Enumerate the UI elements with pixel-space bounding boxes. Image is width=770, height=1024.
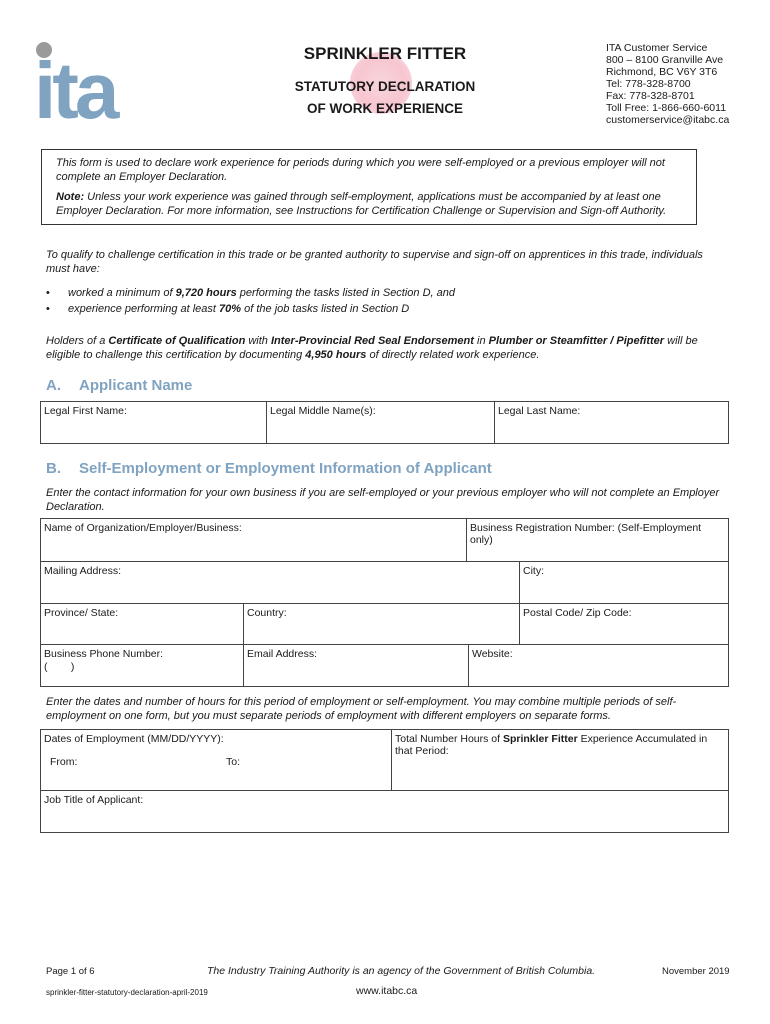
organization-name-field[interactable]: Name of Organization/Employer/Business:: [44, 522, 242, 534]
note-label: Note:: [56, 191, 85, 203]
business-registration-field[interactable]: Business Registration Number: (Self-Employment only): [470, 522, 702, 546]
agency-statement: The Industry Training Authority is an agency of the Government of British Columbia.: [207, 965, 596, 977]
contact-line: Fax: 778-328-8701: [606, 90, 695, 102]
website-link[interactable]: www.itabc.ca: [356, 985, 418, 997]
bullet-icon: •: [46, 303, 50, 315]
requirement-item: • worked a minimum of 9,720 hours performing the tasks listed in Section D, and: [46, 287, 456, 299]
contact-line: 800 – 8100 Granville Ave: [606, 54, 724, 66]
logo-text: ita: [34, 46, 116, 120]
qualify-intro: To qualify to challenge certification in this trade or be granted authority to supervise and sign-off on apprentices in this trade, individuals must have:: [46, 249, 703, 275]
section-b-intro: Enter the contact information for your own business if you are self-employed or your previous employer who will not complete an Employer Declaration.: [46, 487, 720, 513]
section-a-heading: A. Applicant Name: [46, 377, 193, 394]
notice-box: [41, 149, 697, 225]
legal-middle-name-field[interactable]: Legal Middle Name(s):: [270, 405, 376, 417]
contact-line: Tel: 778-328-8700: [606, 78, 691, 90]
subtitle-line1: STATUTORY DECLARATION: [294, 79, 476, 94]
revision-date: November 2019: [662, 966, 730, 977]
to-label: To:: [226, 756, 241, 768]
subtitle-line2: OF WORK EXPERIENCE: [306, 101, 463, 116]
section-b-heading: B. Self-Employment or Employment Information of Applicant: [46, 460, 492, 477]
page-number: Page 1 of 6: [46, 966, 95, 977]
email-address-field[interactable]: Email Address:: [247, 648, 318, 660]
legal-first-name-field[interactable]: Legal First Name:: [44, 405, 127, 417]
contact-info: [606, 42, 729, 126]
employment-dates-table: [40, 729, 729, 833]
mailing-address-field[interactable]: Mailing Address:: [44, 565, 122, 577]
legal-last-name-field[interactable]: Legal Last Name:: [498, 405, 581, 417]
applicant-name-table: [40, 401, 729, 444]
note-text: Unless your work experience was gained through self-employment, applications must be accompanied by at least one Employer Declaration. For more information, see Instructions for Certification Challenge or Supervision and Sign-off Authority.: [56, 191, 667, 217]
holders-text: Holders of a Certificate of Qualification with Inter-Provincial Red Seal Endorsement in Plumber or Steamfitter / Pipefitter will be eligible to challenge this certification by documenting 4,950 hours of directly related work experience.: [46, 335, 698, 361]
website-field[interactable]: Website:: [472, 648, 513, 660]
requirement-list: [46, 285, 706, 317]
contact-email: customerservice@itabc.ca: [606, 114, 730, 126]
requirement-item: • experience performing at least 70% of the job tasks listed in Section D: [46, 303, 410, 315]
notice-text: This form is used to declare work experience for periods during which you were self-employed or a previous employer will not complete an Employer Declaration.: [56, 157, 665, 183]
notice-note: [56, 190, 682, 218]
from-label: From:: [50, 756, 78, 768]
country-field[interactable]: Country:: [247, 607, 287, 619]
form-subtitle: [280, 76, 490, 120]
job-title-field[interactable]: Job Title of Applicant:: [44, 794, 144, 806]
city-field[interactable]: City:: [523, 565, 544, 577]
bullet-icon: •: [46, 287, 50, 299]
employer-info-table: [40, 518, 729, 687]
dates-intro: Enter the dates and number of hours for this period of employment or self-employment. You may combine multiple periods of self-employment on one form, but you must separate periods of employment with different employers on separate forms.: [46, 696, 677, 722]
title-block: [280, 42, 490, 120]
contact-line: Toll Free: 1-866-660-6011: [606, 102, 727, 114]
total-hours-field[interactable]: Total Number Hours of Sprinkler Fitter Experience Accumulated in that Period:: [395, 733, 708, 757]
postal-code-field[interactable]: Postal Code/ Zip Code:: [523, 607, 632, 619]
province-state-field[interactable]: Province/ State:: [44, 607, 119, 619]
file-name: sprinkler-fitter-statutory-declaration-april-2019: [46, 988, 208, 997]
form-title: SPRINKLER FITTER: [303, 44, 467, 63]
employment-dates-field[interactable]: Dates of Employment (MM/DD/YYYY): From: To:: [44, 733, 241, 768]
contact-line: Richmond, BC V6Y 3T6: [606, 66, 718, 78]
ita-logo: [34, 40, 144, 120]
business-phone-field[interactable]: Business Phone Number: ( ): [44, 648, 164, 673]
contact-line: ITA Customer Service: [606, 42, 708, 54]
